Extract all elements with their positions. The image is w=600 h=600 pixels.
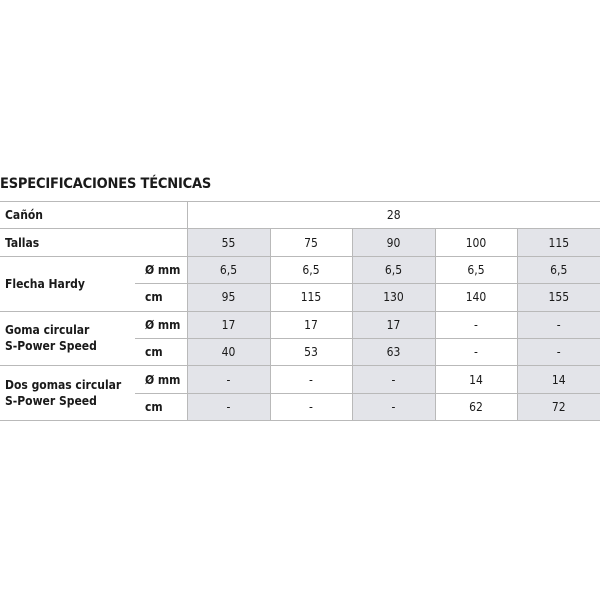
row-goma-mm xyxy=(0,311,600,338)
row-dos-mm xyxy=(0,366,600,393)
dos-gomas-label-line1: Dos gomas circular xyxy=(5,378,122,393)
dos-mm-cell: - xyxy=(270,366,352,393)
dos-mm-cell: 14 xyxy=(517,366,600,393)
tallas-cell: 115 xyxy=(517,229,600,256)
flecha-label: Flecha Hardy xyxy=(0,256,135,311)
flecha-cm-cell: 115 xyxy=(270,284,352,311)
dos-cm-cell: - xyxy=(270,393,352,420)
row-flecha-mm xyxy=(0,256,600,283)
dos-mm-cell: - xyxy=(187,366,270,393)
row-tallas xyxy=(0,229,600,256)
flecha-mm-cell: 6,5 xyxy=(435,256,517,283)
canon-value: 28 xyxy=(187,202,600,229)
flecha-cm-cell: 155 xyxy=(517,284,600,311)
goma-cm-cell: 53 xyxy=(270,338,352,365)
tallas-cell: 55 xyxy=(187,229,270,256)
goma-cm-cell: 40 xyxy=(187,338,270,365)
unit-label: cm xyxy=(135,393,187,420)
flecha-mm-cell: 6,5 xyxy=(187,256,270,283)
dos-mm-cell: 14 xyxy=(435,366,517,393)
unit-label: cm xyxy=(135,284,187,311)
spec-table xyxy=(0,201,600,421)
page-title: ESPECIFICACIONES TÉCNICAS xyxy=(0,176,212,192)
dos-mm-cell: - xyxy=(352,366,435,393)
flecha-cm-cell: 140 xyxy=(435,284,517,311)
dos-gomas-label xyxy=(0,366,135,421)
tallas-cell: 75 xyxy=(270,229,352,256)
unit-label: Ø mm xyxy=(135,366,187,393)
unit-label: cm xyxy=(135,338,187,365)
goma-label-line1: Goma circular xyxy=(5,323,90,338)
dos-cm-cell: 62 xyxy=(435,393,517,420)
goma-mm-cell: - xyxy=(517,311,600,338)
unit-label: Ø mm xyxy=(135,256,187,283)
tallas-cell: 90 xyxy=(352,229,435,256)
canon-label: Cañón xyxy=(0,202,187,229)
dos-cm-cell: - xyxy=(187,393,270,420)
dos-gomas-label-line2: S-Power Speed xyxy=(5,394,97,409)
flecha-cm-cell: 130 xyxy=(352,284,435,311)
goma-cm-cell: - xyxy=(435,338,517,365)
goma-label-line2: S-Power Speed xyxy=(5,339,97,354)
goma-mm-cell: 17 xyxy=(352,311,435,338)
flecha-mm-cell: 6,5 xyxy=(517,256,600,283)
dos-cm-cell: - xyxy=(352,393,435,420)
dos-cm-cell: 72 xyxy=(517,393,600,420)
flecha-cm-cell: 95 xyxy=(187,284,270,311)
goma-mm-cell: 17 xyxy=(270,311,352,338)
flecha-mm-cell: 6,5 xyxy=(352,256,435,283)
tallas-label: Tallas xyxy=(0,229,187,256)
tallas-cell: 100 xyxy=(435,229,517,256)
row-canon xyxy=(0,202,600,229)
flecha-mm-cell: 6,5 xyxy=(270,256,352,283)
goma-mm-cell: - xyxy=(435,311,517,338)
unit-label: Ø mm xyxy=(135,311,187,338)
goma-cm-cell: - xyxy=(517,338,600,365)
goma-cm-cell: 63 xyxy=(352,338,435,365)
goma-mm-cell: 17 xyxy=(187,311,270,338)
goma-label xyxy=(0,311,135,366)
